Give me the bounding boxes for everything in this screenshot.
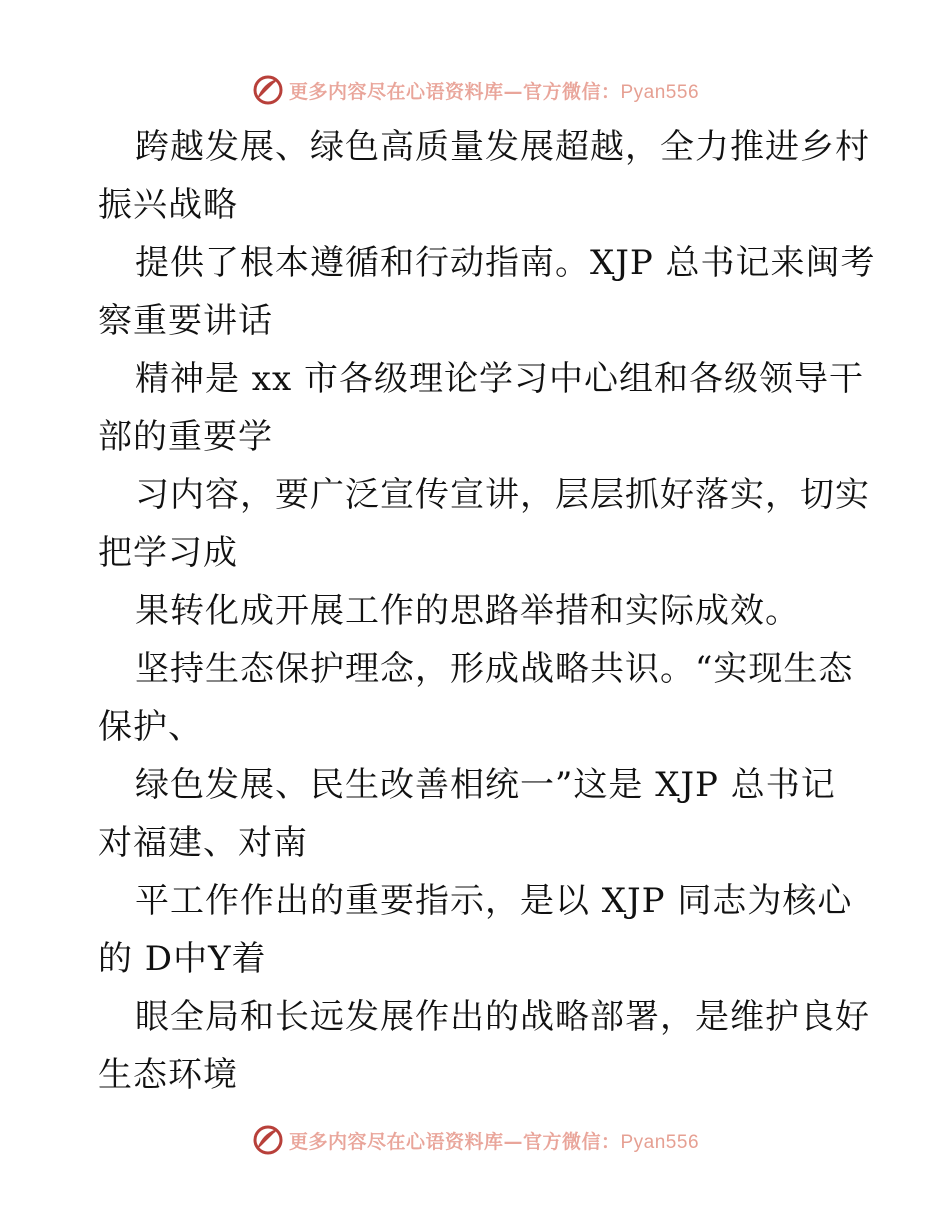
text-line: 生态环境 xyxy=(98,1055,238,1095)
text-line: 眼全局和长远发展作出的战略部署，是维护良好 xyxy=(135,997,870,1037)
text-line: 果转化成开展工作的思路举措和实际成效。 xyxy=(135,591,800,631)
text-line: 把学习成 xyxy=(98,533,238,573)
text-line: 振兴战略 xyxy=(98,185,238,225)
document-body xyxy=(98,118,876,1104)
text-line: 跨越发展、绿色高质量发展超越，全力推进乡村 xyxy=(135,127,870,167)
header-banner-text: 更多内容尽在心语资料库—官方微信：Pyan556 xyxy=(288,80,700,103)
text-line: 部的重要学 xyxy=(98,417,273,457)
text-line: 平工作作出的重要指示，是以 XJP 同志为核心 xyxy=(135,881,853,921)
text-line: 察重要讲话 xyxy=(98,301,273,341)
text-line: 保护、 xyxy=(98,707,203,747)
footer-banner xyxy=(0,1122,950,1158)
text-line: 精神是 xx 市各级理论学习中心组和各级领导干 xyxy=(135,359,864,399)
text-line: 的 D中Y着 xyxy=(98,939,267,979)
text-line: 习内容，要广泛宣传宣讲，层层抓好落实，切实 xyxy=(135,475,870,515)
text-line: 绿色发展、民生改善相统一”这是 XJP 总书记 xyxy=(135,765,836,805)
text-line: 对福建、对南 xyxy=(98,823,308,863)
text-line: 提供了根本遵循和行动指南。XJP 总书记来闽考 xyxy=(135,243,876,283)
text-line: 坚持生态保护理念，形成战略共识。“实现生态 xyxy=(135,649,854,689)
pen-logo-icon xyxy=(251,73,285,107)
footer-banner-text: 更多内容尽在心语资料库—官方微信：Pyan556 xyxy=(288,1130,700,1153)
pen-logo-icon xyxy=(251,1123,285,1157)
header-banner xyxy=(0,72,950,108)
